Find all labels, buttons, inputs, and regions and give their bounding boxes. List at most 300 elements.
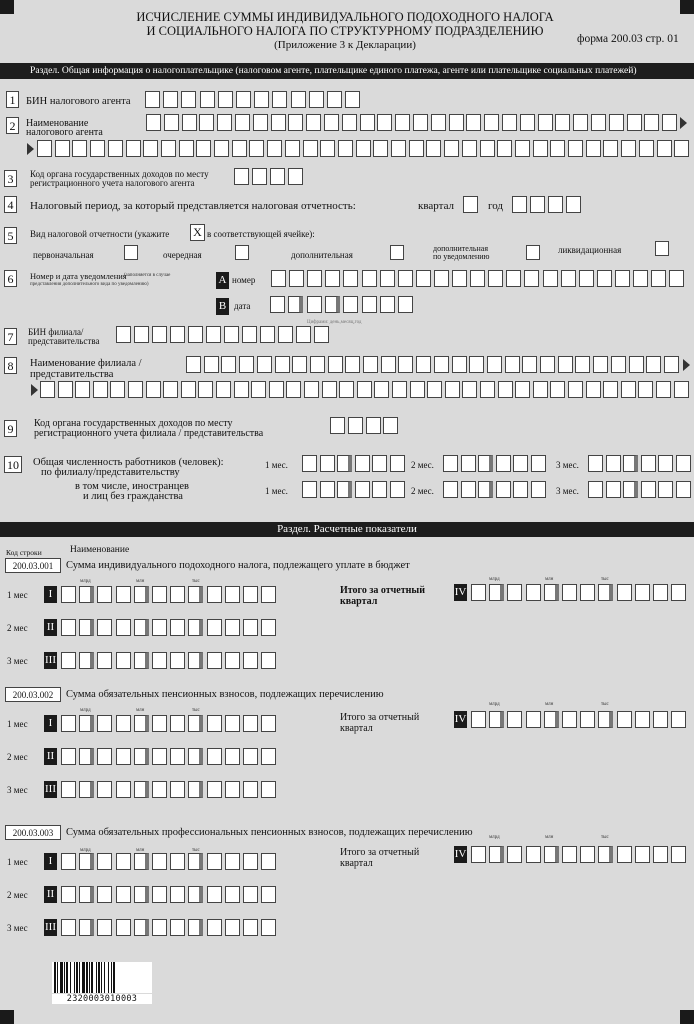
input-cell[interactable]	[487, 356, 502, 373]
input-cell[interactable]	[207, 586, 222, 603]
input-cell[interactable]	[372, 455, 387, 472]
input-cell[interactable]	[152, 853, 167, 870]
input-cell[interactable]	[543, 270, 558, 287]
input-cell[interactable]	[216, 381, 231, 398]
input-cell[interactable]	[646, 356, 661, 373]
input-cell[interactable]	[409, 140, 424, 157]
year-cells[interactable]	[512, 196, 584, 214]
input-cell[interactable]	[330, 417, 345, 434]
input-cell[interactable]	[512, 196, 527, 213]
input-cell[interactable]	[496, 455, 511, 472]
input-cell[interactable]	[658, 481, 673, 498]
input-cell[interactable]	[304, 381, 319, 398]
input-cell[interactable]	[580, 846, 595, 863]
input-cell[interactable]	[79, 781, 94, 798]
agent-authority-code-cells[interactable]	[234, 168, 306, 186]
input-cell[interactable]	[97, 748, 112, 765]
input-cell[interactable]	[134, 748, 149, 765]
input-cell[interactable]	[108, 140, 123, 157]
input-cell[interactable]	[134, 919, 149, 936]
input-cell[interactable]	[524, 270, 539, 287]
input-cell[interactable]	[671, 584, 686, 601]
input-cell[interactable]	[225, 853, 240, 870]
input-cell[interactable]	[218, 91, 233, 108]
input-cell[interactable]	[416, 270, 431, 287]
total-amount-cells[interactable]	[471, 584, 691, 602]
input-cell[interactable]	[310, 356, 325, 373]
input-cell[interactable]	[275, 356, 290, 373]
input-cell[interactable]	[239, 356, 254, 373]
input-cell[interactable]	[61, 652, 76, 669]
input-cell[interactable]	[671, 711, 686, 728]
input-cell[interactable]	[188, 886, 203, 903]
input-cell[interactable]	[531, 481, 546, 498]
input-cell[interactable]	[676, 455, 691, 472]
input-cell[interactable]	[97, 619, 112, 636]
input-cell[interactable]	[271, 114, 286, 131]
input-cell[interactable]	[639, 140, 654, 157]
input-cell[interactable]	[633, 270, 648, 287]
input-cell[interactable]	[471, 711, 486, 728]
input-cell[interactable]	[242, 326, 257, 343]
input-cell[interactable]	[380, 270, 395, 287]
input-cell[interactable]	[507, 846, 522, 863]
input-cell[interactable]	[322, 381, 337, 398]
input-cell[interactable]	[243, 919, 258, 936]
input-cell[interactable]	[61, 853, 76, 870]
headcount-m3-cells[interactable]	[588, 455, 694, 473]
input-cell[interactable]	[134, 853, 149, 870]
input-cell[interactable]	[484, 114, 499, 131]
input-cell[interactable]	[285, 140, 300, 157]
input-cell[interactable]	[61, 586, 76, 603]
input-cell[interactable]	[225, 715, 240, 732]
input-cell[interactable]	[79, 586, 94, 603]
input-cell[interactable]	[515, 381, 530, 398]
input-cell[interactable]	[188, 715, 203, 732]
input-cell[interactable]	[61, 886, 76, 903]
input-cell[interactable]	[617, 584, 632, 601]
input-cell[interactable]	[380, 296, 395, 313]
input-cell[interactable]	[217, 114, 232, 131]
input-cell[interactable]	[116, 326, 131, 343]
input-cell[interactable]	[170, 619, 185, 636]
input-cell[interactable]	[257, 356, 272, 373]
input-cell[interactable]	[337, 481, 352, 498]
total-amount-cells[interactable]	[471, 846, 691, 864]
input-cell[interactable]	[225, 652, 240, 669]
input-cell[interactable]	[497, 140, 512, 157]
input-cell[interactable]	[207, 715, 222, 732]
input-cell[interactable]	[320, 455, 335, 472]
input-cell[interactable]	[261, 886, 276, 903]
input-cell[interactable]	[116, 715, 131, 732]
input-cell[interactable]	[550, 381, 565, 398]
input-cell[interactable]	[520, 114, 535, 131]
input-cell[interactable]	[40, 381, 55, 398]
input-cell[interactable]	[338, 140, 353, 157]
input-cell[interactable]	[79, 652, 94, 669]
notice-number-cells[interactable]	[271, 270, 691, 288]
input-cell[interactable]	[548, 196, 563, 213]
input-cell[interactable]	[383, 417, 398, 434]
input-cell[interactable]	[61, 715, 76, 732]
input-cell[interactable]	[278, 326, 293, 343]
input-cell[interactable]	[182, 114, 197, 131]
input-cell[interactable]	[390, 455, 405, 472]
input-cell[interactable]	[568, 381, 583, 398]
amount-cells[interactable]	[61, 853, 281, 871]
input-cell[interactable]	[617, 711, 632, 728]
input-cell[interactable]	[110, 381, 125, 398]
input-cell[interactable]	[170, 886, 185, 903]
input-cell[interactable]	[325, 296, 340, 313]
input-cell[interactable]	[179, 140, 194, 157]
input-cell[interactable]	[243, 853, 258, 870]
input-cell[interactable]	[544, 846, 559, 863]
input-cell[interactable]	[431, 114, 446, 131]
input-cell[interactable]	[478, 455, 493, 472]
input-cell[interactable]	[669, 270, 684, 287]
input-cell[interactable]	[200, 91, 215, 108]
input-cell[interactable]	[324, 114, 339, 131]
input-cell[interactable]	[496, 481, 511, 498]
input-cell[interactable]	[478, 481, 493, 498]
input-cell[interactable]	[390, 481, 405, 498]
input-cell[interactable]	[116, 619, 131, 636]
amount-cells[interactable]	[61, 748, 281, 766]
agent-name-cells-line1[interactable]	[146, 114, 676, 132]
input-cell[interactable]	[355, 455, 370, 472]
input-cell[interactable]	[461, 455, 476, 472]
input-cell[interactable]	[580, 711, 595, 728]
input-cell[interactable]	[635, 584, 650, 601]
input-cell[interactable]	[345, 91, 360, 108]
input-cell[interactable]	[469, 356, 484, 373]
input-cell[interactable]	[116, 586, 131, 603]
input-cell[interactable]	[603, 140, 618, 157]
input-cell[interactable]	[126, 140, 141, 157]
input-cell[interactable]	[676, 481, 691, 498]
input-cell[interactable]	[181, 91, 196, 108]
input-cell[interactable]	[609, 114, 624, 131]
input-cell[interactable]	[170, 715, 185, 732]
headcount-m2-cells[interactable]	[443, 455, 551, 473]
input-cell[interactable]	[188, 326, 203, 343]
input-cell[interactable]	[61, 781, 76, 798]
input-cell[interactable]	[152, 748, 167, 765]
input-cell[interactable]	[507, 584, 522, 601]
input-cell[interactable]	[530, 196, 545, 213]
input-cell[interactable]	[488, 270, 503, 287]
input-cell[interactable]	[562, 711, 577, 728]
input-cell[interactable]	[116, 748, 131, 765]
input-cell[interactable]	[207, 781, 222, 798]
input-cell[interactable]	[452, 270, 467, 287]
input-cell[interactable]	[360, 114, 375, 131]
input-cell[interactable]	[236, 91, 251, 108]
input-cell[interactable]	[568, 140, 583, 157]
input-cell[interactable]	[653, 584, 668, 601]
input-cell[interactable]	[555, 114, 570, 131]
input-cell[interactable]	[58, 381, 73, 398]
input-cell[interactable]	[623, 481, 638, 498]
input-cell[interactable]	[617, 846, 632, 863]
input-cell[interactable]	[522, 356, 537, 373]
input-cell[interactable]	[143, 140, 158, 157]
input-cell[interactable]	[253, 114, 268, 131]
notice-checkbox[interactable]	[526, 245, 540, 260]
input-cell[interactable]	[337, 455, 352, 472]
input-cell[interactable]	[598, 711, 613, 728]
input-cell[interactable]	[606, 455, 621, 472]
input-cell[interactable]	[377, 114, 392, 131]
input-cell[interactable]	[306, 114, 321, 131]
input-cell[interactable]	[225, 919, 240, 936]
input-cell[interactable]	[515, 140, 530, 157]
input-cell[interactable]	[309, 91, 324, 108]
input-cell[interactable]	[580, 584, 595, 601]
input-cell[interactable]	[635, 711, 650, 728]
notice-date-cells[interactable]	[270, 296, 420, 314]
input-cell[interactable]	[152, 586, 167, 603]
input-cell[interactable]	[462, 140, 477, 157]
amount-cells[interactable]	[61, 919, 281, 937]
input-cell[interactable]	[410, 381, 425, 398]
input-cell[interactable]	[489, 584, 504, 601]
input-cell[interactable]	[72, 140, 87, 157]
input-cell[interactable]	[339, 381, 354, 398]
input-cell[interactable]	[598, 584, 613, 601]
input-cell[interactable]	[152, 781, 167, 798]
input-cell[interactable]	[270, 168, 285, 185]
input-cell[interactable]	[356, 140, 371, 157]
input-cell[interactable]	[134, 326, 149, 343]
input-cell[interactable]	[470, 270, 485, 287]
input-cell[interactable]	[116, 781, 131, 798]
input-cell[interactable]	[573, 114, 588, 131]
input-cell[interactable]	[188, 781, 203, 798]
quarter-cell[interactable]	[463, 196, 478, 213]
input-cell[interactable]	[471, 584, 486, 601]
input-cell[interactable]	[181, 381, 196, 398]
input-cell[interactable]	[134, 781, 149, 798]
input-cell[interactable]	[252, 168, 267, 185]
input-cell[interactable]	[362, 270, 377, 287]
input-cell[interactable]	[561, 270, 576, 287]
input-cell[interactable]	[251, 381, 266, 398]
input-cell[interactable]	[261, 715, 276, 732]
input-cell[interactable]	[586, 381, 601, 398]
input-cell[interactable]	[243, 586, 258, 603]
input-cell[interactable]	[444, 140, 459, 157]
input-cell[interactable]	[372, 481, 387, 498]
input-cell[interactable]	[243, 715, 258, 732]
input-cell[interactable]	[434, 356, 449, 373]
input-cell[interactable]	[398, 270, 413, 287]
input-cell[interactable]	[480, 140, 495, 157]
input-cell[interactable]	[134, 715, 149, 732]
input-cell[interactable]	[79, 853, 94, 870]
input-cell[interactable]	[188, 619, 203, 636]
input-cell[interactable]	[134, 652, 149, 669]
input-cell[interactable]	[449, 114, 464, 131]
input-cell[interactable]	[225, 781, 240, 798]
input-cell[interactable]	[320, 481, 335, 498]
input-cell[interactable]	[288, 168, 303, 185]
input-cell[interactable]	[635, 846, 650, 863]
input-cell[interactable]	[170, 652, 185, 669]
amount-cells[interactable]	[61, 781, 281, 799]
input-cell[interactable]	[249, 140, 264, 157]
input-cell[interactable]	[395, 114, 410, 131]
input-cell[interactable]	[261, 853, 276, 870]
input-cell[interactable]	[243, 652, 258, 669]
input-cell[interactable]	[657, 140, 672, 157]
input-cell[interactable]	[79, 619, 94, 636]
input-cell[interactable]	[480, 381, 495, 398]
input-cell[interactable]	[79, 715, 94, 732]
input-cell[interactable]	[621, 381, 636, 398]
input-cell[interactable]	[97, 715, 112, 732]
input-cell[interactable]	[611, 356, 626, 373]
input-cell[interactable]	[579, 270, 594, 287]
input-cell[interactable]	[562, 584, 577, 601]
input-cell[interactable]	[289, 270, 304, 287]
input-cell[interactable]	[307, 270, 322, 287]
input-cell[interactable]	[443, 481, 458, 498]
total-amount-cells[interactable]	[471, 711, 691, 729]
input-cell[interactable]	[471, 846, 486, 863]
headcount-m1-cells[interactable]	[302, 455, 410, 473]
input-cell[interactable]	[674, 140, 689, 157]
input-cell[interactable]	[656, 381, 671, 398]
input-cell[interactable]	[79, 748, 94, 765]
input-cell[interactable]	[343, 270, 358, 287]
liquidation-checkbox[interactable]	[655, 241, 669, 256]
input-cell[interactable]	[345, 356, 360, 373]
input-cell[interactable]	[207, 619, 222, 636]
input-cell[interactable]	[466, 114, 481, 131]
input-cell[interactable]	[362, 296, 377, 313]
input-cell[interactable]	[261, 748, 276, 765]
input-cell[interactable]	[207, 886, 222, 903]
input-cell[interactable]	[225, 886, 240, 903]
input-cell[interactable]	[434, 270, 449, 287]
input-cell[interactable]	[641, 481, 656, 498]
input-cell[interactable]	[204, 356, 219, 373]
input-cell[interactable]	[398, 296, 413, 313]
input-cell[interactable]	[170, 586, 185, 603]
input-cell[interactable]	[55, 140, 70, 157]
input-cell[interactable]	[134, 586, 149, 603]
input-cell[interactable]	[186, 356, 201, 373]
input-cell[interactable]	[170, 748, 185, 765]
input-cell[interactable]	[270, 296, 285, 313]
input-cell[interactable]	[526, 584, 541, 601]
input-cell[interactable]	[145, 91, 160, 108]
input-cell[interactable]	[261, 619, 276, 636]
input-cell[interactable]	[225, 586, 240, 603]
input-cell[interactable]	[489, 846, 504, 863]
input-cell[interactable]	[116, 919, 131, 936]
input-cell[interactable]	[627, 114, 642, 131]
branch-bin-cells[interactable]	[116, 326, 336, 344]
input-cell[interactable]	[97, 919, 112, 936]
input-cell[interactable]	[644, 114, 659, 131]
input-cell[interactable]	[161, 140, 176, 157]
input-cell[interactable]	[327, 91, 342, 108]
input-cell[interactable]	[97, 886, 112, 903]
input-cell[interactable]	[566, 196, 581, 213]
amount-cells[interactable]	[61, 715, 281, 733]
input-cell[interactable]	[146, 381, 161, 398]
input-cell[interactable]	[243, 619, 258, 636]
input-cell[interactable]	[234, 381, 249, 398]
input-cell[interactable]	[638, 381, 653, 398]
input-cell[interactable]	[593, 356, 608, 373]
input-cell[interactable]	[538, 114, 553, 131]
input-cell[interactable]	[357, 381, 372, 398]
input-cell[interactable]	[207, 919, 222, 936]
input-cell[interactable]	[261, 586, 276, 603]
input-cell[interactable]	[269, 381, 284, 398]
input-cell[interactable]	[325, 270, 340, 287]
input-cell[interactable]	[374, 381, 389, 398]
input-cell[interactable]	[225, 619, 240, 636]
input-cell[interactable]	[152, 652, 167, 669]
amount-cells[interactable]	[61, 619, 281, 637]
input-cell[interactable]	[296, 326, 311, 343]
input-cell[interactable]	[513, 455, 528, 472]
input-cell[interactable]	[79, 919, 94, 936]
input-cell[interactable]	[498, 381, 513, 398]
input-cell[interactable]	[61, 619, 76, 636]
input-cell[interactable]	[261, 919, 276, 936]
input-cell[interactable]	[550, 140, 565, 157]
input-cell[interactable]	[243, 781, 258, 798]
input-cell[interactable]	[196, 140, 211, 157]
input-cell[interactable]	[641, 455, 656, 472]
input-cell[interactable]	[598, 846, 613, 863]
bin-agent-cells[interactable]	[145, 91, 375, 109]
input-cell[interactable]	[502, 114, 517, 131]
input-cell[interactable]	[381, 356, 396, 373]
amount-cells[interactable]	[61, 652, 281, 670]
input-cell[interactable]	[37, 140, 52, 157]
input-cell[interactable]	[302, 455, 317, 472]
input-cell[interactable]	[97, 652, 112, 669]
input-cell[interactable]	[170, 853, 185, 870]
input-cell[interactable]	[170, 326, 185, 343]
input-cell[interactable]	[603, 381, 618, 398]
input-cell[interactable]	[575, 356, 590, 373]
input-cell[interactable]	[452, 356, 467, 373]
input-cell[interactable]	[658, 455, 673, 472]
input-cell[interactable]	[261, 652, 276, 669]
input-cell[interactable]	[206, 326, 221, 343]
input-cell[interactable]	[445, 381, 460, 398]
input-cell[interactable]	[199, 114, 214, 131]
input-cell[interactable]	[214, 140, 229, 157]
input-cell[interactable]	[443, 455, 458, 472]
input-cell[interactable]	[588, 481, 603, 498]
input-cell[interactable]	[597, 270, 612, 287]
input-cell[interactable]	[653, 846, 668, 863]
input-cell[interactable]	[671, 846, 686, 863]
input-cell[interactable]	[355, 481, 370, 498]
input-cell[interactable]	[97, 853, 112, 870]
